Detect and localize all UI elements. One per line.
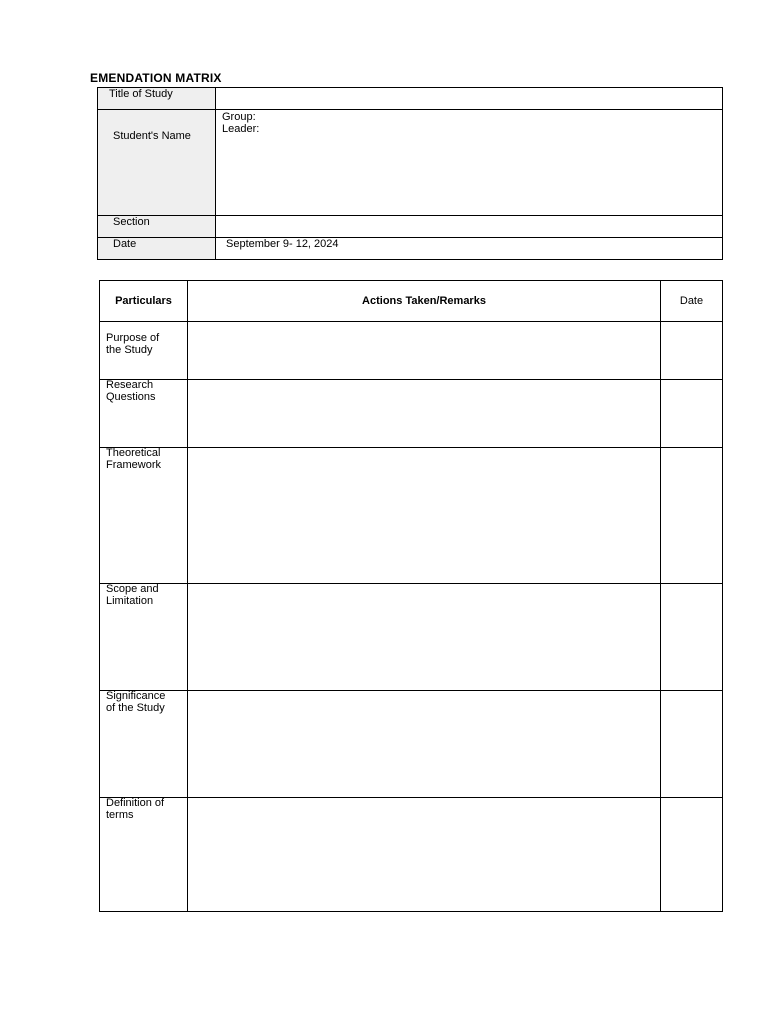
- section-field[interactable]: [216, 216, 723, 238]
- date-cell[interactable]: [661, 448, 723, 584]
- student-name-row: [98, 110, 723, 216]
- particular-label-line2: Limitation: [106, 594, 154, 607]
- actions-cell[interactable]: [188, 691, 661, 798]
- emendation-matrix-table: [99, 280, 723, 912]
- particular-label-line2: of the Study: [106, 701, 165, 714]
- particular-label-line2: the Study: [106, 343, 153, 356]
- date-header: Date: [661, 281, 723, 322]
- particular-cell: [100, 448, 188, 584]
- date-cell[interactable]: [661, 380, 723, 448]
- date-field[interactable]: [216, 238, 723, 260]
- actions-cell[interactable]: [188, 448, 661, 584]
- particular-label-line2: Questions: [106, 390, 156, 403]
- student-name-label-cell: [98, 110, 216, 216]
- actions-cell[interactable]: [188, 584, 661, 691]
- table-row: [100, 798, 723, 912]
- actions-cell[interactable]: [188, 380, 661, 448]
- section-label-cell: [98, 216, 216, 238]
- actions-cell[interactable]: [188, 798, 661, 912]
- particular-label-line1: Theoretical: [106, 447, 161, 459]
- title-row: [98, 88, 723, 110]
- student-name-label: Student's Name: [113, 130, 191, 142]
- particular-label-line2: terms: [106, 808, 134, 821]
- date-cell[interactable]: [661, 798, 723, 912]
- date-cell[interactable]: [661, 322, 723, 380]
- student-name-field[interactable]: [216, 110, 723, 216]
- date-label: Date: [113, 238, 137, 250]
- particular-label-line1: Research: [106, 379, 154, 391]
- document-title: EMENDATION MATRIX: [90, 71, 222, 85]
- particular-cell: [100, 798, 188, 912]
- study-info-table: [97, 87, 723, 260]
- table-row: [100, 448, 723, 584]
- title-of-study-field[interactable]: [216, 88, 723, 110]
- title-label-cell: [98, 88, 216, 110]
- particular-cell: [100, 380, 188, 448]
- particular-cell: [100, 322, 188, 380]
- table-row: [100, 322, 723, 380]
- particular-cell: [100, 584, 188, 691]
- title-of-study-label: Title of Study: [109, 88, 173, 100]
- section-row: [98, 216, 723, 238]
- particular-label-line2: Framework: [106, 458, 162, 471]
- date-cell[interactable]: [661, 691, 723, 798]
- actions-header: Actions Taken/Remarks: [188, 281, 661, 322]
- date-value: September 9- 12, 2024: [226, 238, 339, 250]
- matrix-header-row: [100, 281, 723, 322]
- particular-label-line1: Purpose of: [106, 332, 160, 344]
- section-label: Section: [113, 216, 150, 228]
- date-row: [98, 238, 723, 260]
- table-row: [100, 584, 723, 691]
- group-label: Group:: [222, 111, 256, 123]
- actions-cell[interactable]: [188, 322, 661, 380]
- date-cell[interactable]: [661, 584, 723, 691]
- particulars-header: Particulars: [100, 281, 188, 322]
- table-row: [100, 691, 723, 798]
- particular-label-line1: Scope and: [106, 583, 159, 595]
- leader-label: Leader:: [222, 123, 260, 135]
- particular-label-line1: Definition of: [106, 797, 165, 809]
- table-row: [100, 380, 723, 448]
- date-label-cell: [98, 238, 216, 260]
- particular-label-line1: Significance: [106, 690, 166, 702]
- particular-cell: [100, 691, 188, 798]
